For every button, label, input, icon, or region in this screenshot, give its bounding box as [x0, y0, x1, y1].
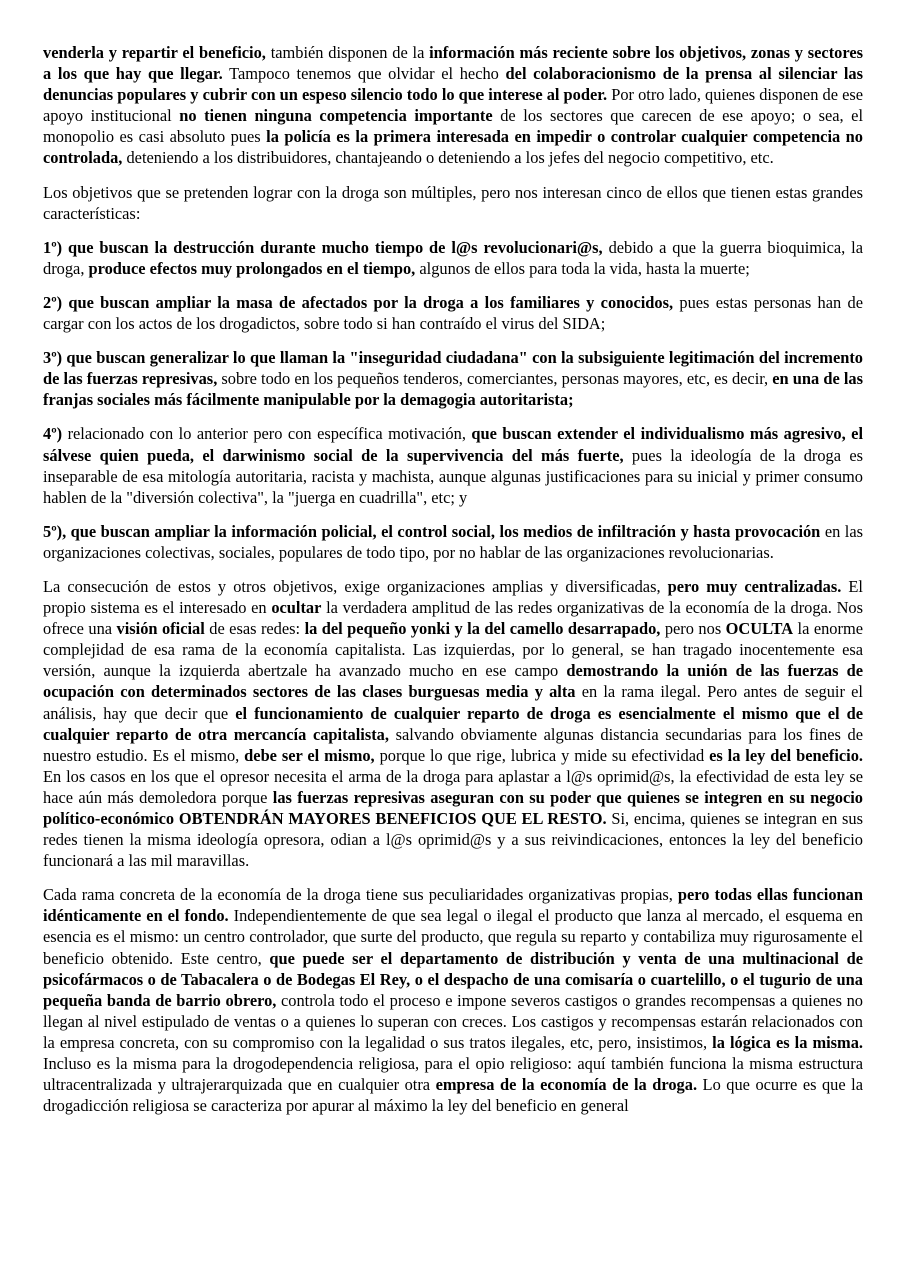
- bold-text: produce efectos muy prolongados en el tiempo,: [88, 258, 416, 278]
- text: Los objetivos que se pretenden lograr con la droga son múltiples, pero nos interesan cinco de ellos que tienen estas grandes características:: [43, 182, 863, 223]
- paragraph-5-objective-3: [43, 347, 863, 410]
- text: en la rama ilegal. Pero antes de seguir el análisis, hay que decir que: [43, 682, 863, 723]
- text: controla todo el proceso e impone severos castigos o grandes recompensas a quienes no llegan al nivel estipulado de ventas o a quienes lo superan con creces. Los castigos y recompensas estarán relacionados con la empresa concreta, con su compromiso con la legalidad o sus tratos ilegales, etc, pero, insistimos,: [43, 990, 863, 1052]
- text: El propio sistema es el interesado en: [43, 576, 863, 618]
- bold-text: 1º) que buscan la destrucción durante mucho tiempo de l@s revolucionari@s,: [43, 237, 603, 257]
- text: salvando obviamente algunas distancia secundarias para los fines de nuestro estudio. Es el mismo,: [43, 724, 863, 765]
- text: la verdadera amplitud de las redes organizativas de la economía de la droga. Nos ofrece una: [43, 598, 863, 639]
- bold-text: pero todas ellas funcionan idénticamente en el fondo.: [43, 885, 863, 926]
- text: sobre todo en los pequeños tenderos, comerciantes, personas mayores, etc, es decir,: [217, 369, 773, 389]
- paragraph-4-objective-2: [43, 292, 863, 334]
- paragraph-1: [43, 42, 863, 169]
- bold-text: la del pequeño yonki y la del camello desarrapado,: [304, 619, 661, 639]
- text: pues la ideología de la droga es inseparable de esa mitología autoritaria, racista y machista, aunque algunas justificaciones para su inicial y primer consumo hablen de la "diversión colectiva", la "juerga en cuadrilla", etc; y: [43, 445, 863, 507]
- text: La consecución de estos y otros objetivos, exige organizaciones amplias y diversificadas,: [43, 576, 668, 596]
- bold-text: 5º), que buscan ampliar la información policial, el control social, los medios de infiltración y hasta provocación: [43, 521, 821, 541]
- text: algunos de ellos para toda la vida, hasta la muerte;: [415, 258, 750, 278]
- bold-text: no tienen ninguna competencia importante: [179, 106, 493, 126]
- text: Tampoco tenemos que olvidar el hecho: [222, 64, 506, 84]
- bold-text: debe ser el mismo,: [244, 745, 375, 765]
- text: en las organizaciones colectivas, sociales, populares de todo tipo, por no hablar de las organizaciones revolucionarias.: [43, 521, 864, 562]
- text: Cada rama concreta de la economía de la droga tiene sus peculiaridades organizativas propias,: [43, 885, 678, 905]
- text: también disponen de la: [265, 43, 430, 62]
- text: Si, encima, quienes se integran en sus redes tienen la misma ideología opresora, odian a l@s oprimid@s y a sus reivindicaciones, entonces la ley del beneficio funcionará a las mil maravillas.: [43, 809, 863, 871]
- text: Incluso es la misma para la drogodependencia religiosa, para el opio religioso: aquí también funciona la misma estructura ultracentralizada y ultrajerarquizada que en cualquier otra: [43, 1054, 863, 1095]
- text: Lo que ocurre es que la drogadicción religiosa se caracteriza por apurar al máximo la ley del beneficio en general: [43, 1075, 863, 1116]
- bold-text: es la ley del beneficio.: [709, 745, 863, 765]
- paragraph-2: [43, 182, 863, 224]
- paragraph-7-objective-5: [43, 521, 863, 563]
- bold-text: OCULTA: [725, 619, 794, 639]
- paragraph-3-objective-1: [43, 237, 863, 279]
- bold-text: 4º): [43, 424, 63, 444]
- paragraph-6-objective-4: [43, 423, 863, 507]
- text: Independientemente de que sea legal o ilegal el producto que lanza al mercado, el esquema en esencia es el mismo: un centro controlador, que surte del producto, que regula su reparto y contabiliza muy rigurosamente el beneficio obtenido. Este centro,: [43, 906, 863, 968]
- bold-text: empresa de la economía de la droga.: [435, 1075, 698, 1095]
- bold-text: pero muy centralizadas.: [667, 576, 842, 596]
- bold-text: información más reciente sobre los objetivos, zonas y sectores a los que hay que llegar.: [43, 43, 863, 84]
- bold-text: 2º) que buscan ampliar la masa de afectados por la droga a los familiares y conocidos,: [43, 292, 674, 312]
- bold-text: la lógica es la misma.: [712, 1032, 863, 1052]
- bold-text: demostrando la unión de las fuerzas de ocupación con determinados sectores de las clases burguesas media y alta: [43, 661, 863, 702]
- text: pero nos: [660, 619, 726, 639]
- bold-text: la policía es la primera interesada en impedir o controlar cualquier competencia no controlada,: [43, 127, 863, 168]
- text: pues estas personas han de cargar con los actos de los drogadictos, sobre todo si han contraído el virus del SIDA;: [43, 292, 863, 334]
- paragraph-8: [43, 576, 863, 871]
- bold-text: ocultar: [271, 598, 322, 618]
- text: de los sectores que carecen de ese apoyo; o sea, el monopolio es casi absoluto pues: [43, 106, 863, 147]
- text: porque lo que rige, lubrica y mide su efectividad: [374, 745, 710, 765]
- bold-text: del colaboracionismo de la prensa al silenciar las denuncias populares y cubrir con un espeso silencio todo lo que interese al poder.: [43, 64, 863, 105]
- text: relacionado con lo anterior pero con específica motivación,: [62, 424, 472, 444]
- bold-text: las fuerzas represivas aseguran con su poder que quienes se integren en su negocio político-económico OBTENDRÁN MAYORES BENEFICIOS QUE EL RESTO.: [43, 787, 863, 828]
- text: deteniendo a los distribuidores, chantajeando o deteniendo a los jefes del negocio competitivo, etc.: [122, 148, 774, 168]
- text: la enorme complejidad de esa rama de la economía capitalista. Las izquierdas, por lo general, se han tragado inocentemente esa versión, aunque la izquierda abertzale ha avanzado mucho en ese campo: [43, 619, 863, 681]
- document-page: [43, 42, 863, 1129]
- bold-text: el funcionamiento de cualquier reparto de droga es esencialmente el mismo que el de cualquier reparto de otra mercancía capitalista,: [43, 703, 863, 744]
- bold-text: en una de las franjas sociales más fácilmente manipulable por la demagogia autoritarista;: [43, 369, 863, 410]
- text: debido a que la guerra bioquimica, la droga,: [43, 237, 864, 278]
- bold-text: venderla y repartir el beneficio,: [43, 43, 266, 62]
- paragraph-9: [43, 884, 863, 1116]
- bold-text: 3º) que buscan generalizar lo que llaman la "inseguridad ciudadana" con la subsiguiente legitimación del incremento de las fuerzas represivas,: [43, 348, 863, 389]
- bold-text: que buscan extender el individualismo más agresivo, el sálvese quien pueda, el darwinismo social de la supervivencia del más fuerte,: [43, 424, 864, 465]
- text: En los casos en los que el opresor necesita el arma de la droga para aplastar a l@s oprimid@s, la efectividad de esta ley se hace aún más demoledora porque: [43, 766, 863, 807]
- bold-text: que puede ser el departamento de distribución y venta de una multinacional de psicofármacos o de Tabacalera o de Bodegas El Rey, o el despacho de una comisaría o cuartelillo, o el tugurio de una pequeña banda de barrio obrero,: [43, 948, 863, 1010]
- text: Por otro lado, quienes disponen de ese apoyo institucional: [43, 85, 863, 126]
- text: de esas redes:: [204, 619, 305, 639]
- bold-text: visión oficial: [116, 619, 205, 639]
